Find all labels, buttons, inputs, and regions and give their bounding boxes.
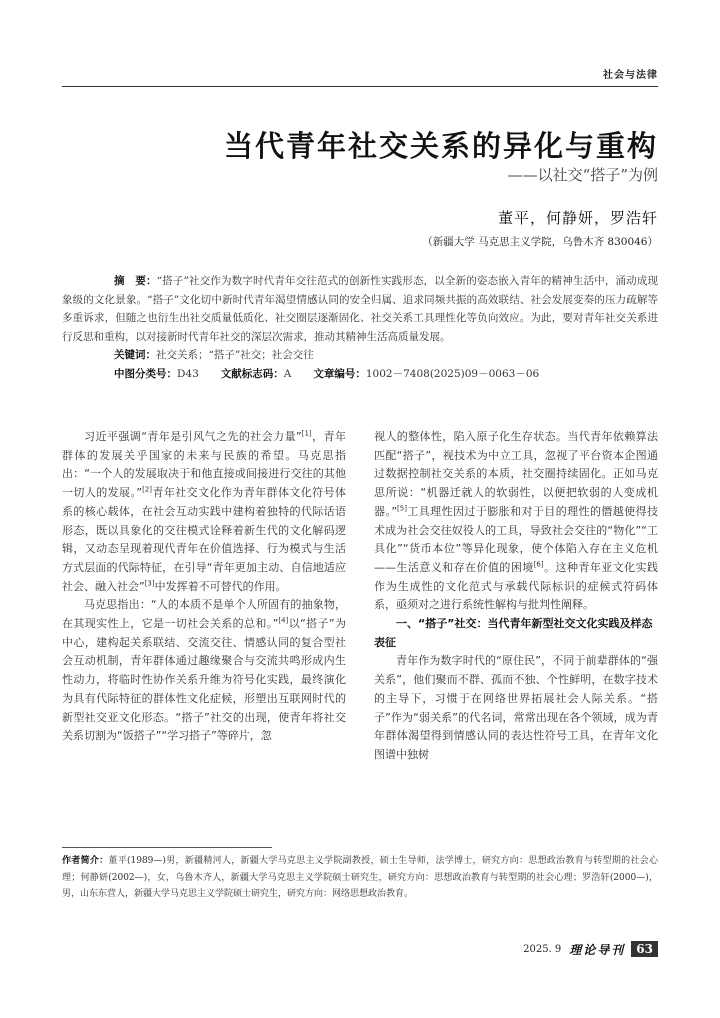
text-run: 视人的整体性，陷入原子化生存状态。当代青年依赖算法匹配“搭子”，视技术为中立工具，忽视了平台资本企图通过数据控制社交关系的本质，社交圈持续固化。正如马克思所说：“机器迁就人的软弱性，以便把软弱的人变成机器。” (374, 430, 658, 518)
footnote-text: 董平(1989—)男，新疆精河人，新疆大学马克思主义学院副教授，硕士生导师，法学博士，研究方向：思想政治教育与转型期的社会心理；何静妍(2002—)，女，乌鲁木齐人，新疆大学马克思主义学院硕士研究生，研究方向：思想政治教育与转型期的社会心理；罗浩轩(2000—)，男，山东东营人，新疆大学马克思主义学院硕士研究生，研究方向：网络思想政治教育。 (62, 856, 658, 899)
text-run: 以“搭子”为中心，建构起关系联结、交流交往、情感认同的复合型社会互动机制，青年群体通过趣缘聚合与交流共鸣形成内生性动力，将临时性协作关系升维为符号化实践，最终演化为具有代际特征的群体性文化症候，形塑出互联网时代的新型社交亚文化形态。“搭子”社交的出现，使青年将社交关系切割为“饭搭子”“学习搭子”等碎片，忽 (62, 617, 346, 743)
text-run: ，青年群体的发展关乎国家的未来与民族的希望。马克思指出：“一个人的发展取决于和他直接或间接进行交往的其他一切人的发展。” (62, 430, 346, 500)
header-rule (62, 86, 658, 87)
section-header: 社会与法律 (603, 70, 658, 81)
article-number-label: 文章编号： (313, 367, 366, 380)
section-heading: 一、“搭子”社交：当代青年新型社交文化实践及样态表征 (374, 617, 653, 649)
citation-ref: [6] (533, 560, 544, 569)
text-run: 。这种青年亚文化实践作为生成性的文化范式与承载代际标识的症候式符码体系，亟须对之进行系统性解构与批判性阐释。 (374, 560, 659, 612)
citation-ref: [4] (278, 616, 289, 625)
body-paragraph (62, 596, 346, 746)
clc-label: 中图分类号： (114, 367, 177, 380)
page-number: 63 (631, 941, 658, 957)
abstract-label: 摘 要： (114, 275, 157, 287)
citation-ref: [1] (301, 429, 312, 438)
text-run: 马克思指出：“人的本质不是单个人所固有的抽象物，在其现实性上，它是一切社会关系的总和。” (62, 598, 346, 631)
text-run: 中发挥着不可替代的作用。 (154, 579, 287, 593)
keywords-line (114, 346, 658, 365)
keywords-text: 社交关系；“搭子”社交；社会交往 (156, 349, 314, 362)
author-footnote (62, 853, 658, 903)
journal-name: 理论导刊 (569, 942, 626, 957)
body-paragraph (374, 428, 658, 615)
text-run: 工具理性因过于膨胀和对于目的理性的僭越使得技术成为社会交往奴役人的工具，导致社会交往的“物化”“工具化”“货币本位”等异化现象，使个体陷入存在主义危机——生活意义和存在价值的困境 (374, 504, 659, 574)
text-run: 青年社交文化作为青年群体文化符号体系的核心载体，在社会互动实践中建构着独特的代际话语形态，既以具象化的交往模式诠释着新生代的文化解码逻辑，又动态呈现着现代青年在价值选择、行为模式与生活方式层面的代际特征，在引导“青年更加主动、自信地适应社会、融入社会” (62, 486, 347, 593)
citation-ref: [2] (142, 485, 153, 494)
abstract-paragraph (62, 272, 658, 346)
body-column-right (374, 428, 658, 765)
article-number-value: 1002－7408(2025)09－0063－06 (365, 367, 540, 380)
author-list: 董平，何静妍，罗浩轩 (497, 209, 658, 227)
clc-value: D43 (177, 367, 199, 380)
keywords-label: 关键词： (114, 349, 156, 362)
body-paragraph: 青年作为数字时代的“原住民”，不同于前辈群体的“强关系”，他们聚而不群、孤而不独、个性鲜明，在数字技术的主导下，习惯于在网络世界拓展社会人际关系。“搭子”作为“弱关系”的代名词，常常出现在各个领域，成为青年群体渴望得到情感认同的表达性符号工具，在青年文化图谱中独树 (374, 654, 658, 761)
doc-code-value: A (283, 367, 292, 380)
abstract-block (62, 272, 658, 384)
doc-code-label: 文献标志码： (220, 367, 284, 380)
citation-ref: [3] (144, 578, 155, 587)
footnote-label: 作者简介： (62, 856, 109, 866)
classification-line (114, 365, 658, 384)
text-run: 习近平强调“青年是引风气之先的社会力量” (84, 430, 302, 443)
author-affiliation: （新疆大学 马克思主义学院，乌鲁木齐 830046） (422, 236, 658, 248)
body-column-left (62, 428, 346, 746)
footnote-rule (62, 847, 272, 848)
citation-ref: [5] (397, 504, 407, 513)
abstract-text: “搭子”社交作为数字时代青年交往范式的创新性实践形态，以全新的姿态嵌入青年的精神生活中，涌动成现象级的文化景象。“搭子”文化切中新时代青年渴望情感认同的安全归属、追求同频共振的高效联结、社会发展变奏的压力疏解等多重诉求，但随之也衍生出社交质量低质化、社交圈层逐渐固化、社交关系工具理性化等负向效应。为此，要对青年社交关系进行反思和重构，以对接新时代青年社交的深层次需求，推动其精神生活高质量发展。 (62, 275, 659, 343)
issue-number: 2025. 9 (523, 943, 562, 955)
article-title: 当代青年社交关系的异化与重构 (223, 129, 658, 163)
page-footer (523, 940, 658, 958)
article-subtitle: ——以社交“搭子”为例 (507, 166, 658, 184)
body-paragraph (62, 428, 346, 596)
